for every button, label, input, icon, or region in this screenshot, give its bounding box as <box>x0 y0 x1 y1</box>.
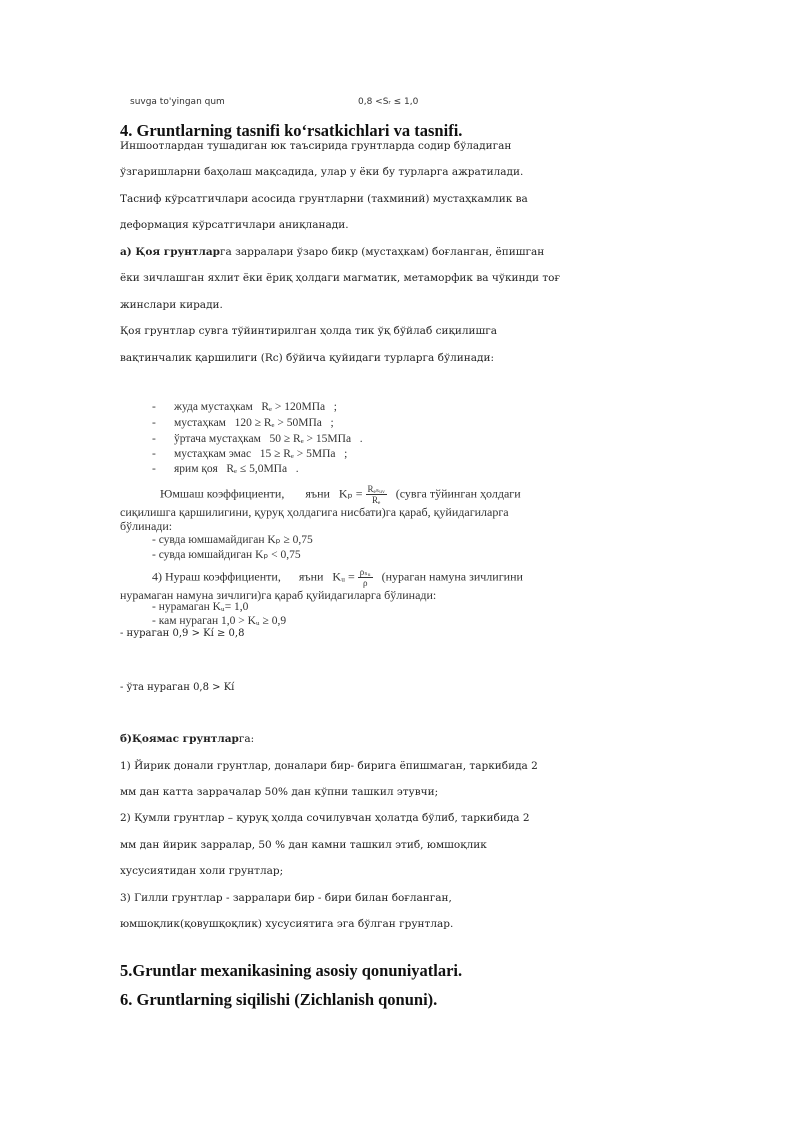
strength-formula: Rₑ ≤ 5,0МПа <box>226 463 288 475</box>
top-row-label: suvga to'yingan qum <box>130 97 225 107</box>
weathering-symbol: Kᵤ = <box>332 569 355 584</box>
list-item: мм дан йирик зарралар, 50 % дан камни ташкил этиб, юмшоқлик <box>120 839 487 851</box>
softening-fraction <box>366 484 387 505</box>
punctuation: ; <box>344 448 348 460</box>
section-heading-5: 5.Gruntlar mexanikasining asosiy qonuniyatlari. <box>120 961 463 980</box>
softening-symbol: Kₚ = <box>338 486 363 501</box>
weathering-item: - кам нураган 1,0 > Kᵤ ≥ 0,9 <box>152 615 287 627</box>
softening-title: Юмшаш коэффициенти, <box>160 486 285 501</box>
section-heading-6: 6. Gruntlarning siqilishi (Zichlanish qonuni). <box>120 990 438 1009</box>
strength-formula: 15 ≥ Rₑ > 5МПа <box>259 448 336 460</box>
paragraph-line: жинслари киради. <box>120 299 223 311</box>
weathering-ie: яъни <box>298 569 324 584</box>
softening-item: - сувда юмшайдиган Kₚ < 0,75 <box>152 549 301 561</box>
strength-label: ўртача мустаҳкам <box>174 433 261 445</box>
strength-label: ярим қоя <box>174 463 218 475</box>
weathering-desc: (нураган намуна зичлигини <box>381 569 523 584</box>
fraction-numerator: Rₑₛᵤᵥ <box>367 484 385 494</box>
softening-line: сиқилишга қаршилигини, қуруқ ҳолдагига нисбати)га қараб, қуйидагиларга <box>120 505 509 519</box>
weathering-item: - нурамаган Kᵤ= 1,0 <box>152 601 249 613</box>
punctuation: . <box>359 433 363 445</box>
strength-label: мустаҳкам <box>174 417 226 429</box>
weathering-intro <box>152 567 523 588</box>
fraction-denominator: ρ <box>362 578 368 588</box>
strength-item: - ўртача мустаҳкам 50 ≥ Rₑ > 15МПа . <box>152 433 363 445</box>
top-row-value: 0,8 <Sᵣ ≤ 1,0 <box>358 97 419 107</box>
strength-item: - мустаҳкам 120 ≥ Rₑ > 50МПа ; <box>152 417 334 429</box>
paragraph-b-text: га: <box>238 733 255 745</box>
punctuation: . <box>295 463 299 475</box>
paragraph-line: ёки зичлашган яхлит ёки ёриқ ҳолдаги магматик, метаморфик ва чўкинди тоғ <box>120 272 560 284</box>
list-item: мм дан катта заррачалар 50% дан кўпни ташкил этувчи; <box>120 786 439 798</box>
paragraph-line: ўзгаришларни баҳолаш мақсадида, улар у ёки бу турларга ажратилади. <box>120 166 524 178</box>
strength-item: - мустаҳкам эмас 15 ≥ Rₑ > 5МПа ; <box>152 448 348 460</box>
softening-intro <box>160 484 521 505</box>
strength-formula: 120 ≥ Rₑ > 50МПа <box>234 417 322 429</box>
rock-soils-term: а) Қоя грунтлар <box>120 246 221 258</box>
softening-line: бўлинади: <box>120 519 173 533</box>
weathering-fraction <box>358 567 373 588</box>
strength-label: мустаҳкам эмас <box>174 448 252 460</box>
list-item: юмшоқлик(қовушқоқлик) хусусиятига эга бўлган грунтлар. <box>120 918 454 930</box>
paragraph-line: Қоя грунтлар сувга тўйинтирилган ҳолда тик ўқ бўйлаб сиқилишга <box>120 325 498 337</box>
list-item: 2) Қумли грунтлар – қуруқ ҳолда сочилувчан ҳолатда бўлиб, таркибида 2 <box>120 812 530 824</box>
weathering-item: - нураган 0,9 > Kí ≥ 0,8 <box>120 628 245 639</box>
strength-formula: Rₑ > 120МПа <box>261 401 326 413</box>
paragraph-line: вақтинчалик қаршилиги (Rc) бўйича қуйидаги турларга бўлинади: <box>120 352 495 364</box>
paragraph-a-text: га зарралари ўзаро бикр (мустаҳкам) боғланган, ёпишган <box>220 246 545 258</box>
section-heading-4: 4. Gruntlarning tasnifi ko‘rsatkichlari va tasnifi. <box>120 121 463 140</box>
strength-formula: 50 ≥ Rₑ > 15МПа <box>269 433 352 445</box>
fraction-denominator: Rₑ <box>371 495 381 505</box>
punctuation: ; <box>333 401 337 413</box>
strength-label: жуда мустаҳкам <box>174 401 253 413</box>
non-rock-soils-term: б)Қоямас грунтлар <box>120 733 239 745</box>
softening-item: - сувда юмшамайдиган Kₚ ≥ 0,75 <box>152 534 313 546</box>
softening-desc: (сувга тўйинган ҳолдаги <box>395 486 521 501</box>
paragraph-b-line <box>120 733 254 745</box>
paragraph-a-line <box>120 246 544 258</box>
weathering-item: - ўта нураган 0,8 > Kí <box>120 682 235 693</box>
strength-item: - ярим қоя Rₑ ≤ 5,0МПа . <box>152 463 299 475</box>
paragraph-line: Тасниф кўрсатгичлари асосида грунтларни (тахминий) мустаҳкамлик ва <box>120 193 528 205</box>
softening-ie: яъни <box>305 486 330 501</box>
paragraph-line: деформация кўрсатгичлари аниқланади. <box>120 219 349 231</box>
strength-item: - жуда мустаҳкам Rₑ > 120МПа ; <box>152 401 337 413</box>
list-item: 1) Йирик донали грунтлар, доналари бир- бирига ёпишмаган, таркибида 2 <box>120 760 538 772</box>
paragraph-line: Иншоотлардан тушадиган юк таъсирида грунтларда содир бўладиган <box>120 140 512 152</box>
punctuation: ; <box>330 417 334 429</box>
weathering-title: 4) Нураш коэффициенти, <box>152 569 281 584</box>
fraction-numerator: ρₛᵤ <box>359 567 371 577</box>
list-item: хусусиятидан холи грунтлар; <box>120 865 284 877</box>
weathering-line: нурамаган намуна зичлиги)га қараб қуйидагиларга бўлинади: <box>120 588 437 602</box>
list-item: 3) Гилли грунтлар - зарралари бир - бири билан боғланган, <box>120 892 452 904</box>
